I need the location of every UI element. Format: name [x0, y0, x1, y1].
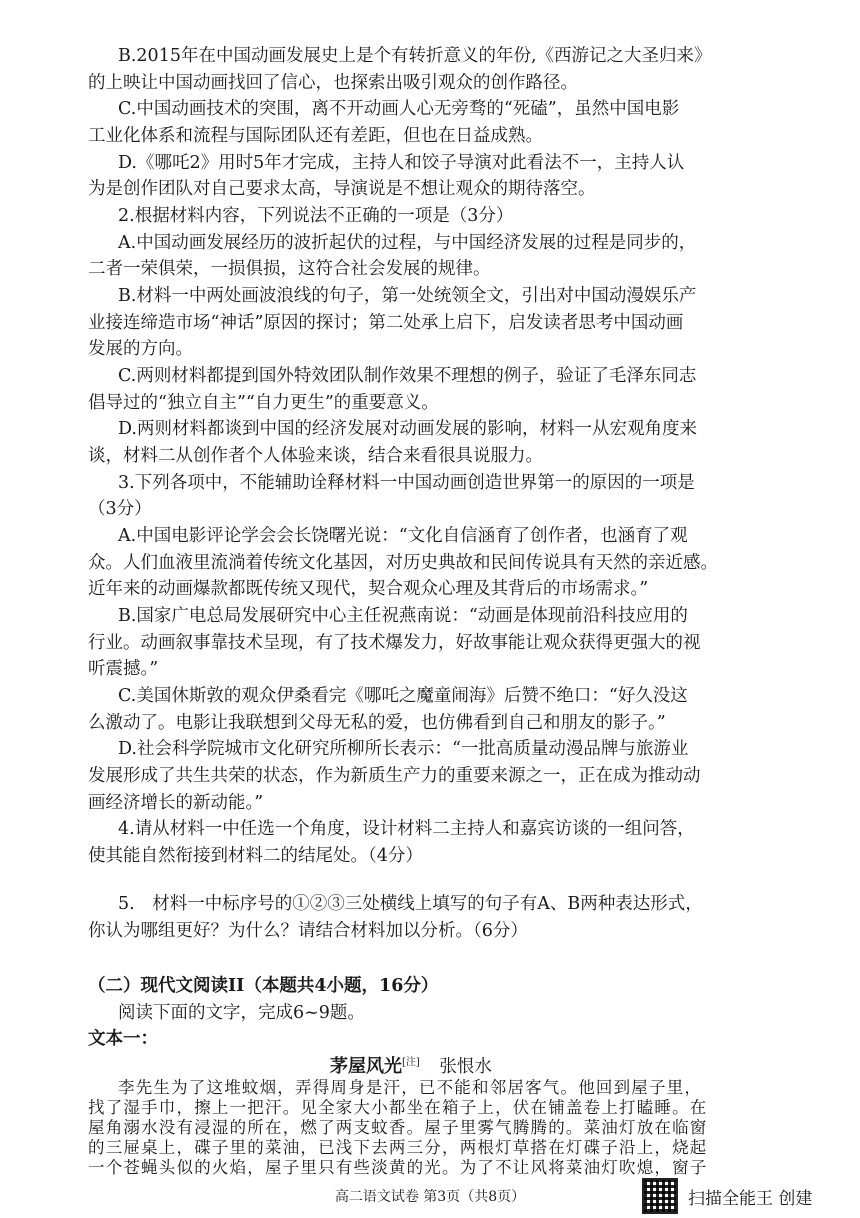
text-line: 二者一荣俱荣，一损俱损，这符合社会发展的规律。 [88, 259, 491, 279]
option-d: D.两则材料都谈到中国的经济发展对动画发展的影响，材料一从宏观角度来 [118, 419, 697, 439]
text-line: 听震撼。” [88, 659, 159, 679]
option-b: B.材料一中两处画波浪线的句子，第一处统领全文，引出对中国动漫娱乐产 [118, 286, 697, 306]
story-line: 屋角溺水没有浸湿的所在，燃了两支蚊香。屋子里雾气腾腾的。菜油灯放在临窗 [88, 1118, 708, 1137]
option-a: A.中国电影评论学会会长饶曙光说：“文化自信涵育了创作者，也涵育了观 [118, 526, 688, 546]
text-line: C.中国动画技术的突围，离不开动画人心无旁骛的“死磕”，虽然中国电影 [118, 99, 680, 119]
story-line: 的三屉桌上，碟子里的菜油，已浅下去两三分，两根灯草搭在灯碟子沿上，烧起 [88, 1138, 708, 1157]
story-line: 找了湿手巾，擦上一把汗。见全家大小都坐在箱子上，伏在铺盖卷上打瞌睡。在 [88, 1098, 708, 1117]
text-line: 业接连缔造市场“神话”原因的探讨；第二处承上启下，启发读者思考中国动画 [88, 313, 684, 333]
option-a: A.中国动画发展经历的波折起伏的过程，与中国经济发展的过程是同步的， [118, 233, 697, 253]
text-one-label: 文本一： [88, 1029, 158, 1049]
instruction: 阅读下面的文字，完成6~9题。 [118, 1003, 365, 1023]
story-heading [330, 1052, 492, 1078]
text-line: 行业。动画叙事靠技术呈现，有了技术爆发力，好故事能让观众获得更强大的视 [88, 633, 701, 653]
qr-code-icon [642, 1178, 678, 1214]
text-line: D.《哪吒2》用时5年才完成，主持人和饺子导演对此看法不一，主持人认 [118, 153, 685, 173]
text-line: 发展形成了共生共荣的状态，作为新质生产力的重要来源之一，正在成为推动动 [88, 766, 701, 786]
story-title: 茅屋风光 [330, 1055, 402, 1077]
story-line: 一个苍蝇头似的火焰，屋子里只有些淡黄的光。为了不让风将菜油灯吹熄，窗子 [88, 1158, 708, 1177]
text-line: 工业化体系和流程与国际团队还有差距，但也在日益成熟。 [88, 126, 543, 146]
scanner-label: 扫描全能王 创建 [688, 1189, 813, 1209]
text-line: 发展的方向。 [88, 339, 193, 359]
text-line: B.2015年在中国动画发展史上是个有转折意义的年份,《西游记之大圣归来》 [118, 46, 712, 66]
question-2: 2.根据材料内容，下列说法不正确的一项是（3分） [118, 206, 514, 226]
story-author: 张恨水 [439, 1056, 492, 1077]
scanner-watermark [642, 1178, 852, 1218]
text-line: 么激动了。电影让我联想到父母无私的爱，也仿佛看到自己和朋友的影子。” [88, 713, 666, 733]
text-line: 使其能自然衔接到材料二的结尾处。（4分） [88, 846, 423, 866]
option-b: B.国家广电总局发展研究中心主任祝燕南说：“动画是体现前沿科技应用的 [118, 606, 688, 626]
option-d: D.社会科学院城市文化研究所柳所长表示：“一批高质量动漫品牌与旅游业 [118, 739, 689, 759]
text-line: （3分） [88, 499, 152, 519]
question-3: 3.下列各项中，不能辅助诠释材料一中国动画创造世界第一的原因的一项是 [118, 473, 695, 493]
option-c: C.美国休斯敦的观众伊桑看完《哪吒之魔童闹海》后赞不绝口：“好久没这 [118, 686, 688, 706]
question-4: 4.请从材料一中任选一个角度，设计材料二主持人和嘉宾访谈的一组问答， [118, 819, 695, 839]
option-c: C.两则材料都提到国外特效团队制作效果不理想的例子，验证了毛泽东同志 [118, 366, 697, 386]
text-line: 的上映让中国动画找回了信心，也探索出吸引观众的创作路径。 [88, 73, 578, 93]
text-line: 众。人们血液里流淌着传统文化基因，对历史典故和民间传说具有天然的亲近感。 [88, 553, 718, 573]
section-heading: （二）现代文阅读II（本题共4小题，16分） [88, 976, 439, 996]
question-5: 5. 材料一中标序号的①②③三处横线上填写的句子有A、B两种表达形式， [118, 894, 703, 914]
text-line: 画经济增长的新动能。” [88, 793, 264, 813]
text-line: 近年来的动画爆款都既传统又现代，契合观众心理及其背后的市场需求。” [88, 579, 649, 599]
text-line: 为是创作团队对自己要求太高，导演说是不想让观众的期待落空。 [88, 179, 596, 199]
text-line: 倡导过的“独立自主”“自力更生”的重要意义。 [88, 393, 439, 413]
text-line: 谈，材料二从创作者个人体验来谈，结合来看很具说服力。 [88, 446, 543, 466]
story-line: 李先生为了这堆蚊烟，弄得周身是汗，已不能和邻居客气。他回到屋子里， [118, 1078, 703, 1097]
page-footer: 高二语文试卷 第3页（共8页） [334, 1189, 526, 1205]
text-line: 你认为哪组更好？为什么？请结合材料加以分析。（6分） [88, 921, 528, 941]
story-note-mark: [注] [402, 1057, 420, 1068]
